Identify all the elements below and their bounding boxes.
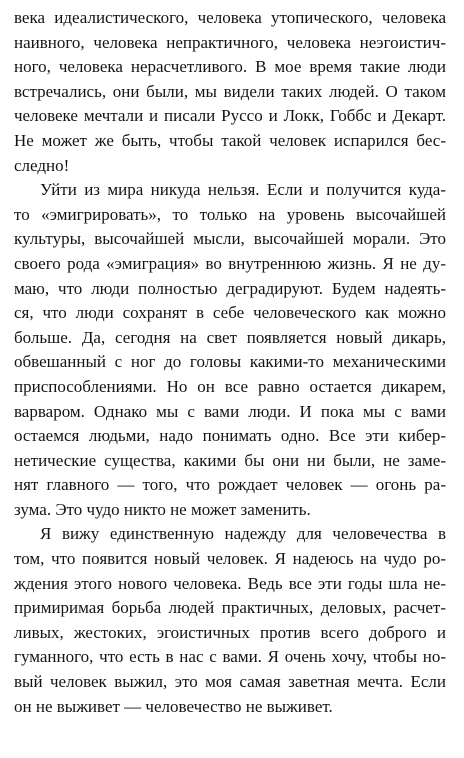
text-line: Я вижу единственную надежду для человечества в xyxy=(40,524,446,544)
text-line: вый человек выжил, это моя самая заветная мечта. Если xyxy=(14,672,446,692)
paragraph-1 xyxy=(14,6,446,178)
text-line: варваром. Однако мы с вами люди. И пока мы с вами xyxy=(14,401,446,421)
text-line: культуры, высочайшей мысли, высочайшей морали. Это xyxy=(14,229,446,249)
text-line: он не выживет — человечество не выживет. xyxy=(14,696,333,716)
text-line: нят главного — того, что рождает человек — огонь ра- xyxy=(14,475,446,495)
text-line: своего рода «эмиграция» во внутреннюю жизнь. Я не ду- xyxy=(14,253,446,273)
text-line: том, что появится новый человек. Я надеюсь на чудо ро- xyxy=(14,549,446,569)
text-line: Не может же быть, чтобы такой человек испарился бес- xyxy=(14,130,446,150)
text-line: остаемся людьми, надо понимать одно. Все эти кибер- xyxy=(14,426,446,446)
text-line: обвешанный с ног до головы какими-то механическими xyxy=(14,352,446,372)
text-line: то «эмигрировать», то только на уровень высочайшей xyxy=(14,204,446,224)
text-line: ждения этого нового человека. Ведь все эти годы шла не- xyxy=(14,573,446,593)
text-line: маю, что люди полностью деградируют. Будем надеять- xyxy=(14,278,446,298)
text-line: ся, что люди сохранят в себе человеческого как можно xyxy=(14,303,446,323)
text-line: больше. Да, сегодня на свет появляется новый дикарь, xyxy=(14,327,446,347)
text-line: примиримая борьба людей практичных, деловых, расчет- xyxy=(14,598,446,618)
text-line: следно! xyxy=(14,155,70,175)
text-line: века идеалистического, человека утопического, человека xyxy=(14,8,446,27)
text-line: ного, человека нерасчетливого. В мое время такие люди xyxy=(14,57,446,77)
paragraph-3 xyxy=(14,522,446,719)
text-line: Уйти из мира никуда нельзя. Если и получится куда- xyxy=(40,180,446,200)
paragraph-2 xyxy=(14,178,446,522)
text-line: ливых, жестоких, эгоистичных против всего доброго и xyxy=(14,622,446,642)
text-line: гуманного, что есть в нас с вами. Я очень хочу, чтобы но- xyxy=(14,647,446,667)
text-line: встречались, они были, мы видели таких людей. О таком xyxy=(14,81,446,101)
text-line: наивного, человека непрактичного, человека неэгоистич- xyxy=(14,32,446,52)
text-line: человеке мечтали и писали Руссо и Локк, Гоббс и Декарт. xyxy=(14,106,446,126)
text-line: нетические существа, какими бы они ни были, не заме- xyxy=(14,450,446,470)
body-text xyxy=(14,6,446,719)
text-line: зума. Это чудо никто не может заменить. xyxy=(14,499,311,519)
text-line: приспособлениями. Но он все равно остается дикарем, xyxy=(14,376,446,396)
